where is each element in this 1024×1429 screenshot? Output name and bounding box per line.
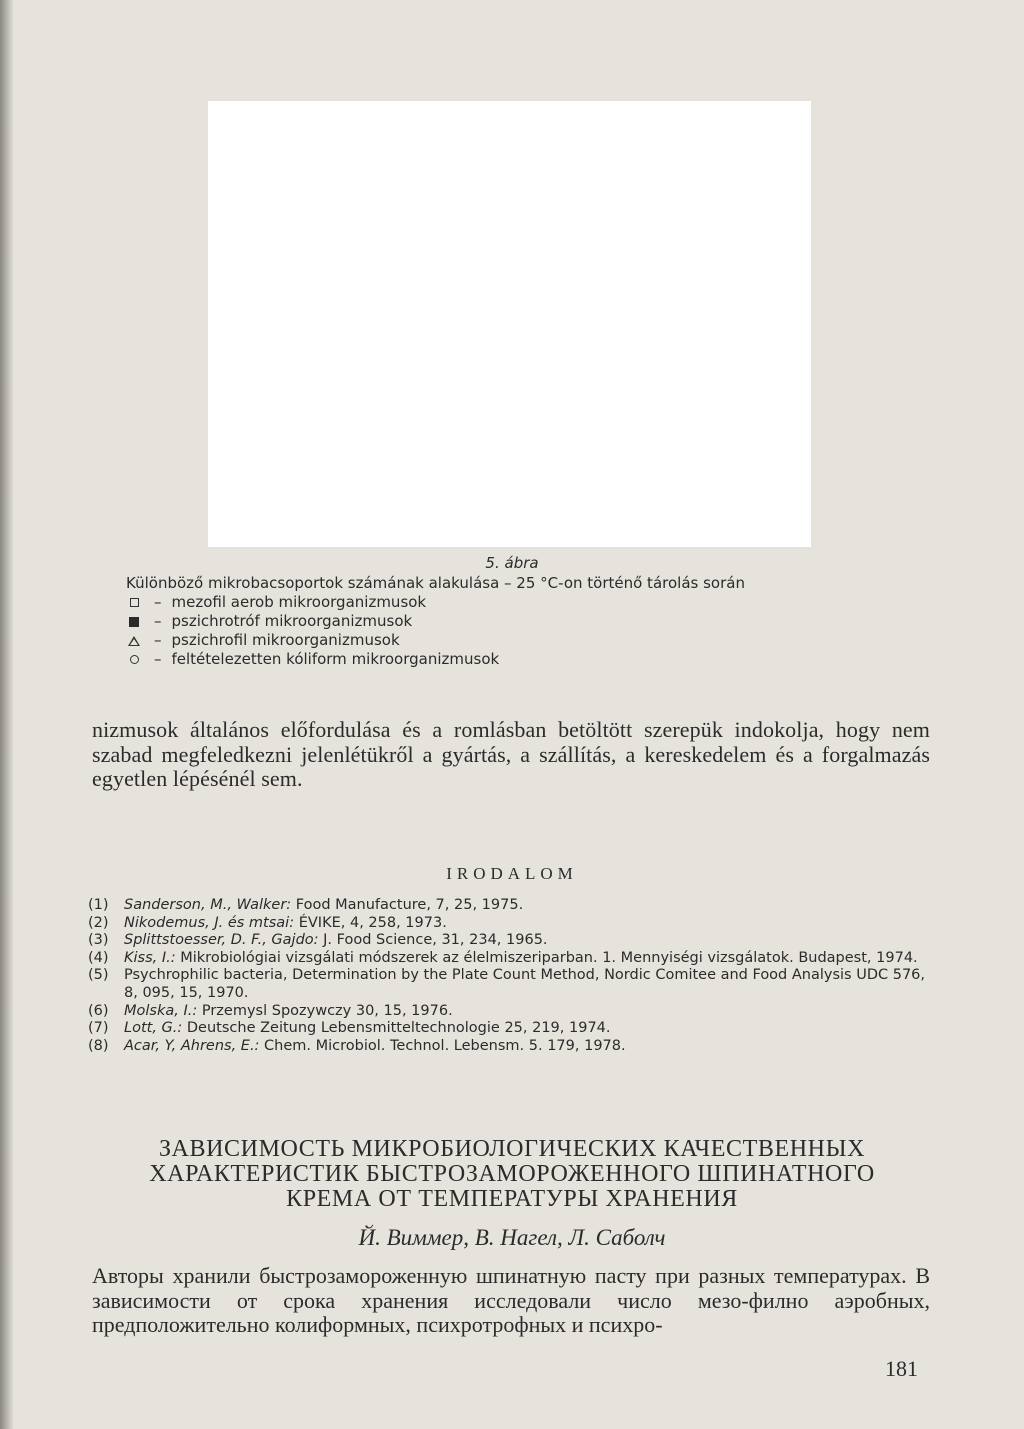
body-paragraph: nizmusok általános előfordulása és a romlásban betöltött szerepük indokolja, hogy nem szabad megfeledkezni jelenlétükről a gyártás, a szállítás, a kereskedelem és a forgalmazás egyetlen lépésénél sem. [92, 717, 930, 791]
references-title: IRODALOM [446, 864, 578, 883]
reference-source: Chem. Microbiol. Technol. Lebensm. 5. 179, 1978. [259, 1037, 626, 1054]
legend-item [126, 593, 499, 612]
legend-label: mezofil aerob mikroorganizmusok [171, 593, 427, 611]
legend-item [126, 631, 499, 650]
reference-text [124, 897, 523, 915]
reference-item [88, 950, 938, 968]
reference-text [124, 1003, 453, 1021]
reference-text [124, 915, 447, 933]
title-line: ХАРАКТЕРИСТИК БЫСТРОЗАМОРОЖЕННОГО ШПИНАТНОГО [149, 1161, 875, 1187]
reference-item [88, 967, 938, 1002]
reference-item [88, 1038, 938, 1056]
reference-text [124, 1038, 626, 1056]
reference-item [88, 915, 938, 933]
reference-number: (4) [88, 949, 109, 966]
page-number: 181 [885, 1356, 918, 1381]
reference-number: (2) [88, 914, 109, 931]
reference-item [88, 932, 938, 950]
reference-item [88, 1020, 938, 1038]
open-square-icon [126, 598, 142, 607]
legend-label: pszichrotróf mikroorganizmusok [171, 612, 413, 630]
reference-item [88, 897, 938, 915]
reference-authors: Kiss, I.: [124, 949, 176, 966]
reference-source: Food Manufacture, 7, 25, 1975. [291, 897, 524, 913]
legend-dash: – [154, 612, 162, 630]
reference-authors: Sanderson, M., Walker: [124, 897, 292, 913]
title-line: ЗАВИСИМОСТЬ МИКРОБИОЛОГИЧЕСКИХ КАЧЕСТВЕННЫХ [158, 1136, 866, 1162]
legend-dash: – [154, 631, 162, 649]
reference-source: ÉVIKE, 4, 258, 1973. [294, 914, 447, 931]
reference-authors: Acar, Y, Ahrens, E.: [124, 1037, 260, 1054]
reference-source: Mikrobiológiai vizsgálati módszerek az élelmiszeriparban. 1. Mennyiségi vizsgálatok. Budapest, 1974. [175, 949, 918, 966]
reference-source: J. Food Science, 31, 234, 1965. [318, 932, 548, 949]
legend-label: feltételezetten kóliform mikroorganizmusok [171, 650, 500, 668]
russian-summary-text: Авторы хранили быстрозамороженную шпинатную пасту при разных температурах. В зависимости от срока хранения исследовали число мезо-филно аэробных, предположительно колиформных, психротрофных и психро- [92, 1263, 930, 1337]
reference-number: (7) [88, 1020, 109, 1037]
russian-summary-title [0, 1137, 1024, 1212]
russian-summary-authors: Й. Виммер, В. Нагел, Л. Саболч [358, 1225, 666, 1250]
references-list [88, 897, 938, 1055]
reference-source: Deutsche Zeitung Lebensmitteltechnologie 25, 219, 1974. [182, 1020, 611, 1037]
figure-number: 5. ábra [485, 554, 539, 572]
reference-number: (5) [88, 967, 109, 984]
reference-source: Przemysl Spozywczy 30, 15, 1976. [197, 1002, 453, 1019]
open-circle-icon [126, 655, 142, 664]
reference-text [124, 932, 548, 950]
reference-item [88, 1003, 938, 1021]
open-triangle-icon [126, 636, 142, 646]
legend-item [126, 650, 499, 669]
legend-label: pszichrofil mikroorganizmusok [171, 631, 400, 649]
reference-authors: Molska, I.: [124, 1002, 198, 1019]
legend-item [126, 612, 499, 631]
reference-text [124, 950, 918, 968]
figure-legend [126, 593, 499, 669]
reference-number: (6) [88, 1002, 109, 1019]
legend-dash: – [154, 593, 162, 611]
filled-square-icon [126, 617, 142, 627]
title-line: КРЕМА ОТ ТЕМПЕРАТУРЫ ХРАНЕНИЯ [286, 1186, 738, 1212]
legend-dash: – [154, 650, 162, 668]
reference-number: (3) [88, 932, 109, 949]
reference-number: (8) [88, 1037, 109, 1054]
binding-edge [0, 0, 14, 1429]
reference-authors: Splittstoesser, D. F., Gajdo: [124, 932, 319, 949]
figure-caption: Különböző mikrobacsoportok számának alakulása – 25 °C-on történő tárolás során [126, 574, 745, 592]
reference-number: (1) [88, 897, 109, 913]
figure-image-placeholder [208, 101, 811, 547]
reference-authors: Nikodemus, J. és mtsai: [124, 914, 295, 931]
reference-source: Psychrophilic bacteria, Determination by the Plate Count Method, Nordic Comitee and Food Analysis UDC 576, 8, 095, 15, 1970. [124, 967, 926, 1001]
reference-text [124, 967, 938, 1002]
reference-authors: Lott, G.: [124, 1020, 183, 1037]
reference-text [124, 1020, 611, 1038]
